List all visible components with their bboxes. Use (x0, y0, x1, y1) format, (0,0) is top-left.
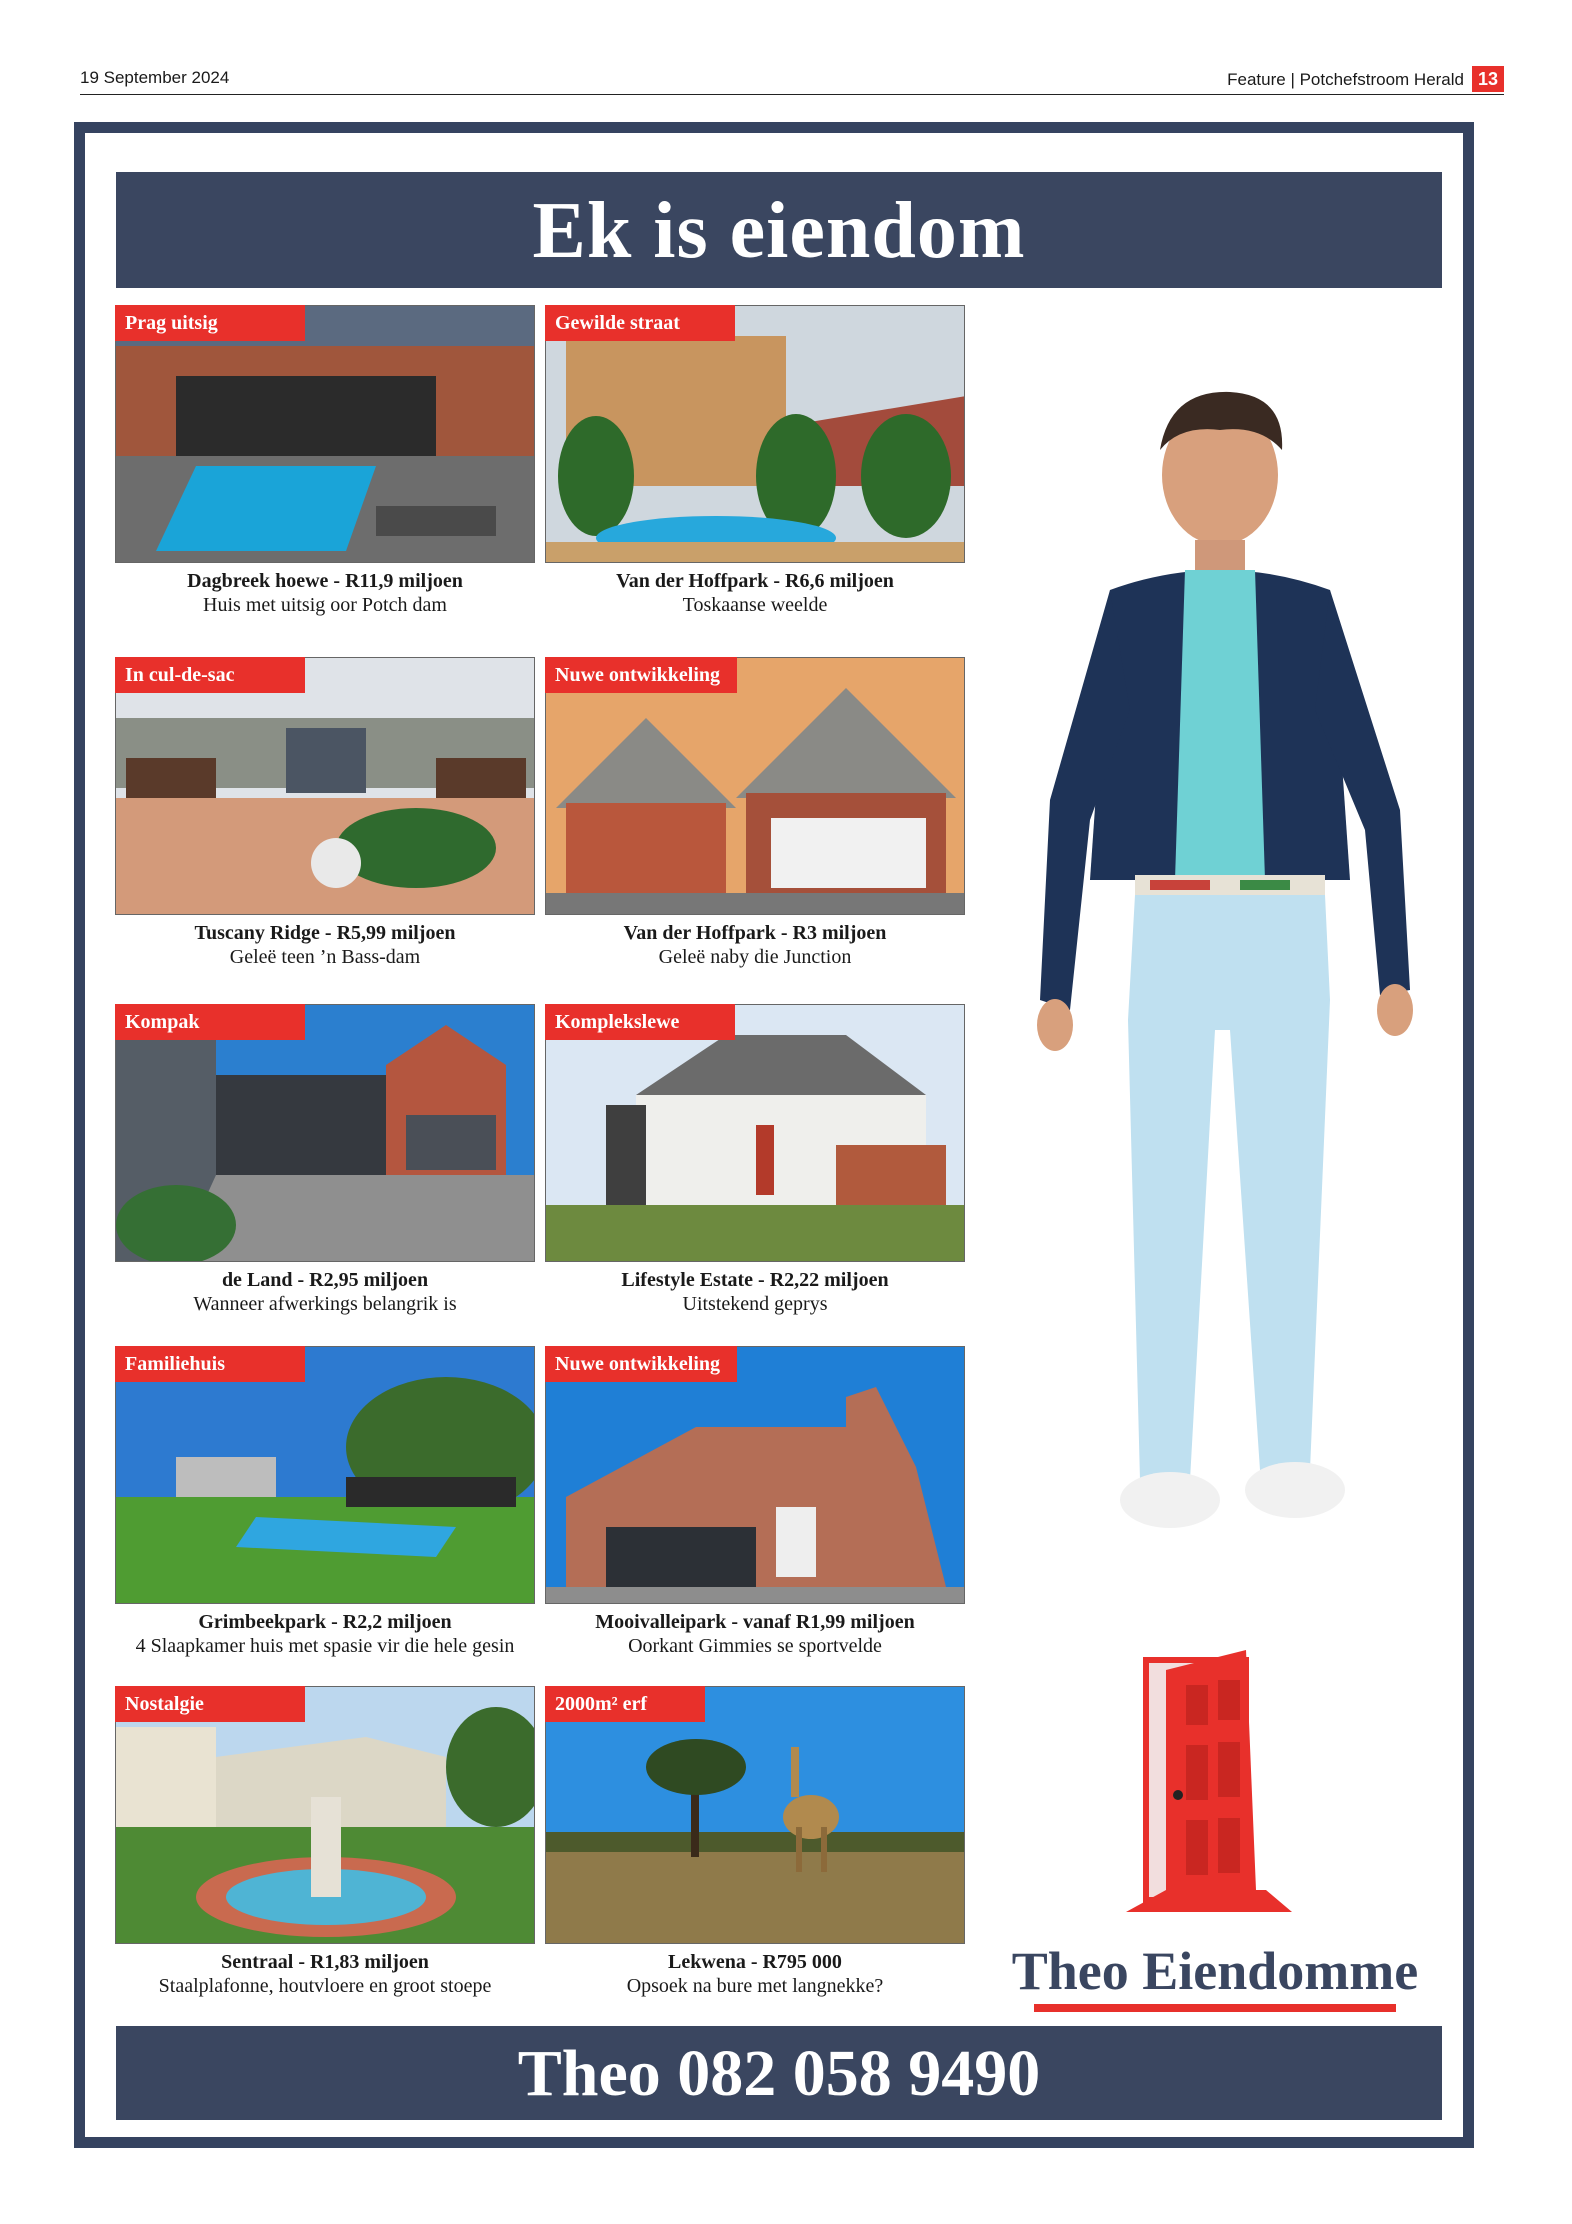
listing-title: Dagbreek hoewe - R11,9 miljoen (187, 570, 463, 592)
listing-tag: Nuwe ontwikkeling (545, 657, 737, 693)
page-number: 13 (1472, 66, 1504, 92)
headline: Ek is eiendom (532, 187, 1026, 275)
listing-title: Grimbeekpark - R2,2 miljoen (198, 1611, 452, 1633)
listing-tag: 2000m² erf (545, 1686, 705, 1722)
listing-title: Sentraal - R1,83 miljoen (221, 1951, 429, 1973)
listing-caption (545, 569, 965, 617)
issue-date: 19 September 2024 (80, 68, 230, 87)
door-logo-icon (1126, 1650, 1292, 1920)
brand-underline (1034, 2004, 1396, 2012)
listing-subtitle: Wanneer afwerkings belangrik is (193, 1293, 457, 1315)
listing-subtitle: Toskaanse weelde (682, 594, 828, 616)
page-header (80, 66, 1504, 95)
property-photo (545, 1004, 965, 1262)
listing-caption (115, 921, 535, 969)
property-photo (115, 1004, 535, 1262)
listing-caption (545, 921, 965, 969)
listing-subtitle: Opsoek na bure met langnekke? (626, 1975, 884, 1997)
agent-photo (1010, 380, 1450, 1580)
listing-caption (115, 569, 535, 617)
property-photo (115, 1346, 535, 1604)
property-photo (115, 657, 535, 915)
listing-title: Van der Hoffpark - R6,6 miljoen (616, 570, 894, 592)
listing-title: Tuscany Ridge - R5,99 miljoen (194, 922, 456, 944)
listing-subtitle: Oorkant Gimmies se sportvelde (628, 1635, 882, 1657)
headline-banner (116, 172, 1442, 288)
listing-title: Van der Hoffpark - R3 miljoen (623, 922, 887, 944)
property-photo (545, 305, 965, 563)
listing-caption (115, 1268, 535, 1316)
listing-subtitle: 4 Slaapkamer huis met spasie vir die hele gesin (135, 1635, 515, 1657)
listing-tag: Nuwe ontwikkeling (545, 1346, 737, 1382)
listing-caption (115, 1610, 535, 1658)
listing-subtitle: Staalplafonne, houtvloere en groot stoepe (158, 1975, 492, 1997)
listing-subtitle: Geleë teen ’n Bass-dam (229, 946, 421, 968)
listing-tag: Komplekslewe (545, 1004, 735, 1040)
listing-subtitle: Uitstekend geprys (682, 1293, 828, 1315)
property-photo (115, 305, 535, 563)
listing-title: Lekwena - R795 000 (668, 1951, 842, 1973)
listing-tag: In cul-de-sac (115, 657, 305, 693)
listing-title: Lifestyle Estate - R2,22 miljoen (621, 1269, 889, 1291)
listing-tag: Prag uitsig (115, 305, 305, 341)
listing-tag: Gewilde straat (545, 305, 735, 341)
listing-title: Mooivalleipark - vanaf R1,99 miljoen (595, 1611, 915, 1633)
publication-name: Feature | Potchefstroom Herald (1227, 70, 1464, 89)
property-photo (115, 1686, 535, 1944)
listing-subtitle: Huis met uitsig oor Potch dam (203, 594, 447, 616)
brand-name: Theo Eiendomme (1011, 1941, 1419, 2001)
listing-title: de Land - R2,95 miljoen (221, 1269, 429, 1291)
listing-tag: Familiehuis (115, 1346, 305, 1382)
listing-caption (115, 1950, 535, 1998)
property-photo (545, 657, 965, 915)
property-photo (545, 1346, 965, 1604)
listing-caption (545, 1950, 965, 1998)
listing-caption (545, 1610, 965, 1658)
listing-tag: Nostalgie (115, 1686, 305, 1722)
contact-banner (116, 2026, 1442, 2120)
listing-subtitle: Geleë naby die Junction (658, 946, 852, 968)
property-photo (545, 1686, 965, 1944)
listing-caption (545, 1268, 965, 1316)
listing-tag: Kompak (115, 1004, 305, 1040)
contact-phone[interactable]: Theo 082 058 9490 (517, 2037, 1041, 2110)
